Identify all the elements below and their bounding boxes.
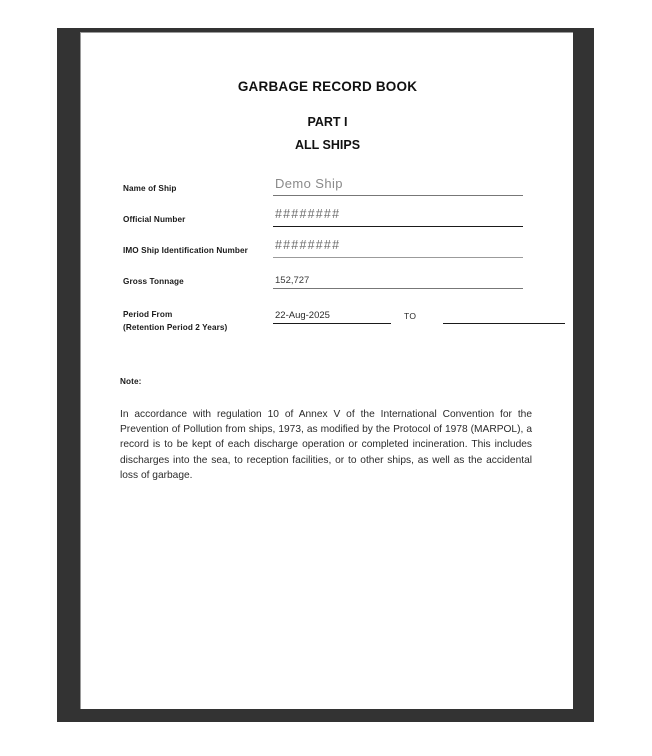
ship-details-form xyxy=(123,176,533,307)
note-heading: Note: xyxy=(120,377,142,386)
note-body: In accordance with regulation 10 of Annex V of the International Convention for the Prevention of Pollution from ships, 1973, as modified by the Protocol of 1978 (MARPOL), a record is to be kept of each discharge operation or completed incineration. This includes discharges into the sea, to reception facilities, or to other ships, as well as the accidental loss of garbage. xyxy=(120,409,532,481)
document-part-label: PART I xyxy=(307,115,348,129)
field-label-period xyxy=(123,309,227,334)
field-label-period-line1: Period From xyxy=(123,310,173,319)
field-period-from[interactable] xyxy=(273,304,391,324)
field-label-gross-tonnage: Gross Tonnage xyxy=(123,277,184,286)
document-title-block xyxy=(81,79,574,152)
field-underline-name-of-ship xyxy=(273,195,523,196)
page-title: GARBAGE RECORD BOOK xyxy=(237,79,418,94)
field-label-name-of-ship: Name of Ship xyxy=(123,184,177,193)
field-name-of-ship[interactable] xyxy=(273,176,523,196)
field-value-period-to xyxy=(443,304,565,323)
field-label-imo-number: IMO Ship Identification Number xyxy=(123,246,248,255)
field-label-official-number: Official Number xyxy=(123,215,186,224)
field-official-number[interactable] xyxy=(273,207,523,227)
field-row-gross-tonnage xyxy=(123,276,533,307)
field-gross-tonnage[interactable] xyxy=(273,269,523,289)
field-row-period xyxy=(123,309,533,343)
field-value-period-from: 22-Aug-2025 xyxy=(275,310,330,321)
field-underline-period-from xyxy=(273,323,391,324)
field-underline-official-number xyxy=(273,226,523,227)
field-value-name-of-ship: Demo Ship xyxy=(275,176,343,191)
field-label-period-line2: (Retention Period 2 Years) xyxy=(123,322,228,332)
field-underline-imo-number xyxy=(273,257,523,258)
field-underline-gross-tonnage xyxy=(273,288,523,289)
document-page xyxy=(80,32,573,709)
field-imo-number[interactable] xyxy=(273,238,523,258)
field-label-period-to: TO xyxy=(404,311,417,321)
document-subtitle: ALL SHIPS xyxy=(294,138,361,152)
field-value-imo-number: ######## xyxy=(275,238,341,252)
field-period-to[interactable] xyxy=(443,304,565,324)
field-value-gross-tonnage: 152,727 xyxy=(275,275,310,286)
field-underline-period-to xyxy=(443,323,565,324)
field-value-official-number: ######## xyxy=(275,207,341,221)
